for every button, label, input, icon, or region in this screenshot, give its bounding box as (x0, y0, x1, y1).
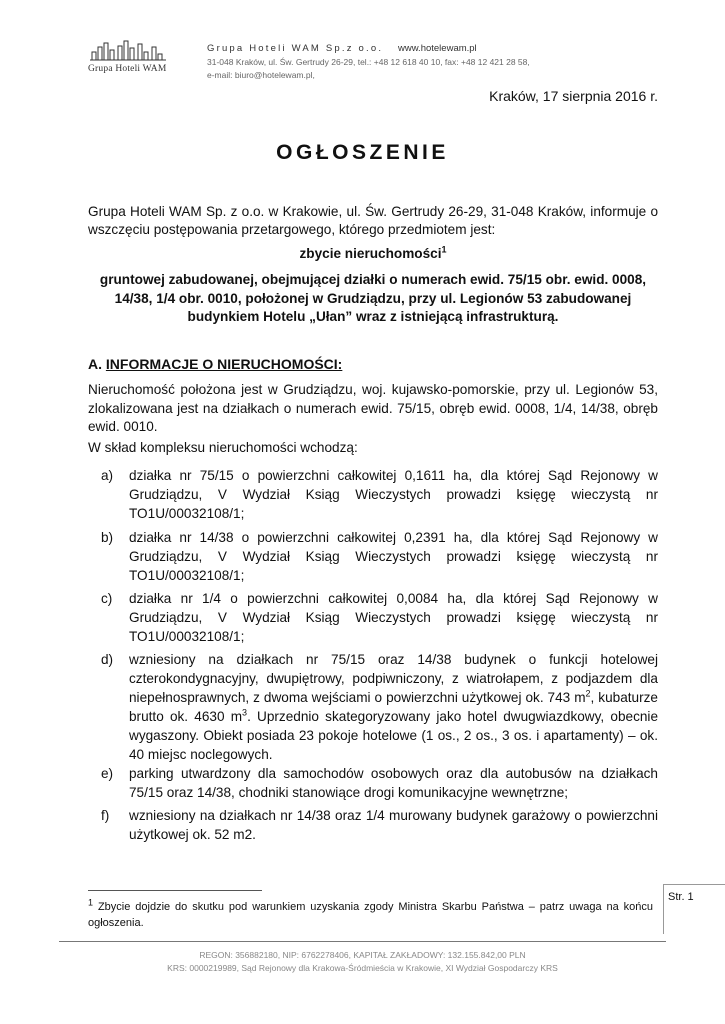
footer-court-line: KRS: 0000219989, Sąd Rejonowy dla Krakowa-Śródmieścia w Krakowie, XI Wydział Gospodarczy KRS (167, 963, 558, 973)
document-title: OGŁOSZENIE (276, 141, 449, 164)
company-logo (88, 38, 186, 84)
subject-line (88, 245, 658, 263)
list-item-label: d) (101, 652, 114, 667)
list-item (88, 806, 658, 844)
list-item-text: działka nr 14/38 o powierzchni całkowitej 0,2391 ha, dla której Sąd Rejonowy w Grudziądzu, V Wydział Ksiąg Wieczystych prowadzi księgę wieczystą nr TO1U/00032108/1; (129, 530, 658, 583)
subject-description: gruntowej zabudowanej, obejmującej działki o numerach ewid. 75/15 obr. ewid. 0008, 14/38, 1/4 obr. 0010, położonej w Grudziądzu, przy ul. Legionów 53 zabudowanej budynkiem Hotelu „Ułan” wraz z istniejącą infrastrukturą. (99, 272, 647, 324)
footnote (88, 899, 653, 931)
footnote-divider (88, 890, 262, 891)
list-item-text: parking utwardzony dla samochodów osobowych oraz dla autobusów na działkach 75/15 oraz 14/38, chodniki stanowiące drogi komunikacyjne wewnętrzne; (129, 766, 658, 800)
list-item-text-part: wzniesiony na działkach nr 75/15 oraz 14/38 budynek o funkcji hotelowej czterokondygnacyjny, dwupiętrowy, podpiwniczony, z wiatrołapem, z podjazdem dla niepełnosprawnych, z dwoma wejściami o powierzchni użytkowej ok. 743 m (129, 652, 658, 705)
list-item-label: b) (101, 530, 114, 545)
intro-paragraph: Grupa Hoteli WAM Sp. z o.o. w Krakowie, ul. Św. Gertrudy 26-29, 31-048 Kraków, informuje o wszczęciu postępowania przetargowego, którego przedmiotem jest: (88, 204, 658, 237)
superscript: 3 (242, 707, 248, 718)
document-date: Kraków, 17 sierpnia 2016 r. (489, 88, 658, 104)
list-item-text: wzniesiony na działkach nr 14/38 oraz 1/4 murowany budynek garażowy o powierzchni użytkowej ok. 52 m2. (129, 808, 658, 842)
header-company-name: Grupa Hoteli WAM Sp.z o.o. (207, 43, 384, 54)
page-number-border-top (663, 884, 725, 885)
footer-registry-line: REGON: 356882180, NIP: 6762278406, KAPITAŁ ZAKŁADOWY: 132.155.842,00 PLN (199, 950, 526, 960)
list-item (88, 764, 658, 802)
list-item-text: działka nr 75/15 o powierzchni całkowitej 0,1611 ha, dla której Sąd Rejonowy w Grudziądzu, V Wydział Ksiąg Wieczystych prowadzi księgę wieczystą nr TO1U/00032108/1; (129, 468, 658, 521)
list-item-label: a) (101, 468, 114, 483)
list-item-label: f) (101, 808, 110, 823)
footnote-reference[interactable]: 1 (441, 244, 447, 255)
header-email: e-mail: biuro@hotelewam.pl, (207, 70, 315, 80)
list-item-label: c) (101, 591, 113, 606)
section-a-paragraph: Nieruchomość położona jest w Grudziądzu, woj. kujawsko-pomorskie, przy ul. Legionów 53, zlokalizowana jest na działkach o numerach ewid. 75/15, obręb ewid. 0008, 1/4, 14/38, obręb ewid. 0010. (88, 382, 658, 434)
section-title: INFORMACJE O NIERUCHOMOŚCI: (105, 356, 343, 372)
list-item-text (129, 650, 658, 764)
list-item (88, 528, 658, 585)
header-website-link[interactable]: www.hotelewam.pl (398, 43, 477, 54)
list-item-text: działka nr 1/4 o powierzchni całkowitej 0,0084 ha, dla której Sąd Rejonowy w Grudziądzu, V Wydział Ksiąg Wieczystych prowadzi księgę wieczystą nr TO1U/00032108/1; (129, 591, 658, 644)
logo-text: Grupa Hoteli WAM (88, 64, 167, 74)
list-item (88, 650, 658, 764)
list-intro: W skład kompleksu nieruchomości wchodzą: (88, 440, 358, 455)
list-item-text-part: . Uprzednio skategoryzowany jako hotel dwugwiazdkowy, obecnie wygaszony. Obiekt posiada 23 pokoje hotelowe (1 os., 2 os., 3 os. i apartamenty) – ok. 40 miejsc noclegowych. (129, 709, 659, 762)
subject-text: zbycie nieruchomości (299, 246, 442, 261)
section-letter: A. (88, 356, 102, 372)
list-item-label: e) (101, 766, 114, 781)
list-item (88, 589, 658, 646)
footnote-text: Zbycie dojdzie do skutku pod warunkiem uzyskania zgody Ministra Skarbu Państwa – patrz uwaga na końcu ogłoszenia. (88, 901, 654, 929)
list-item (88, 466, 658, 523)
list-item-text-part: , kubaturze brutto ok. 4630 m (129, 690, 658, 724)
section-a-heading (88, 356, 342, 372)
footer-divider (59, 941, 666, 942)
superscript: 2 (585, 688, 591, 699)
page-number: Str. 1 (668, 891, 694, 903)
page-number-border-left (663, 884, 664, 934)
footnote-number: 1 (88, 897, 94, 908)
header-address: 31-048 Kraków, ul. Św. Gertrudy 26-29, tel.: +48 12 618 40 10, fax: +48 12 421 28 58, (207, 57, 530, 67)
